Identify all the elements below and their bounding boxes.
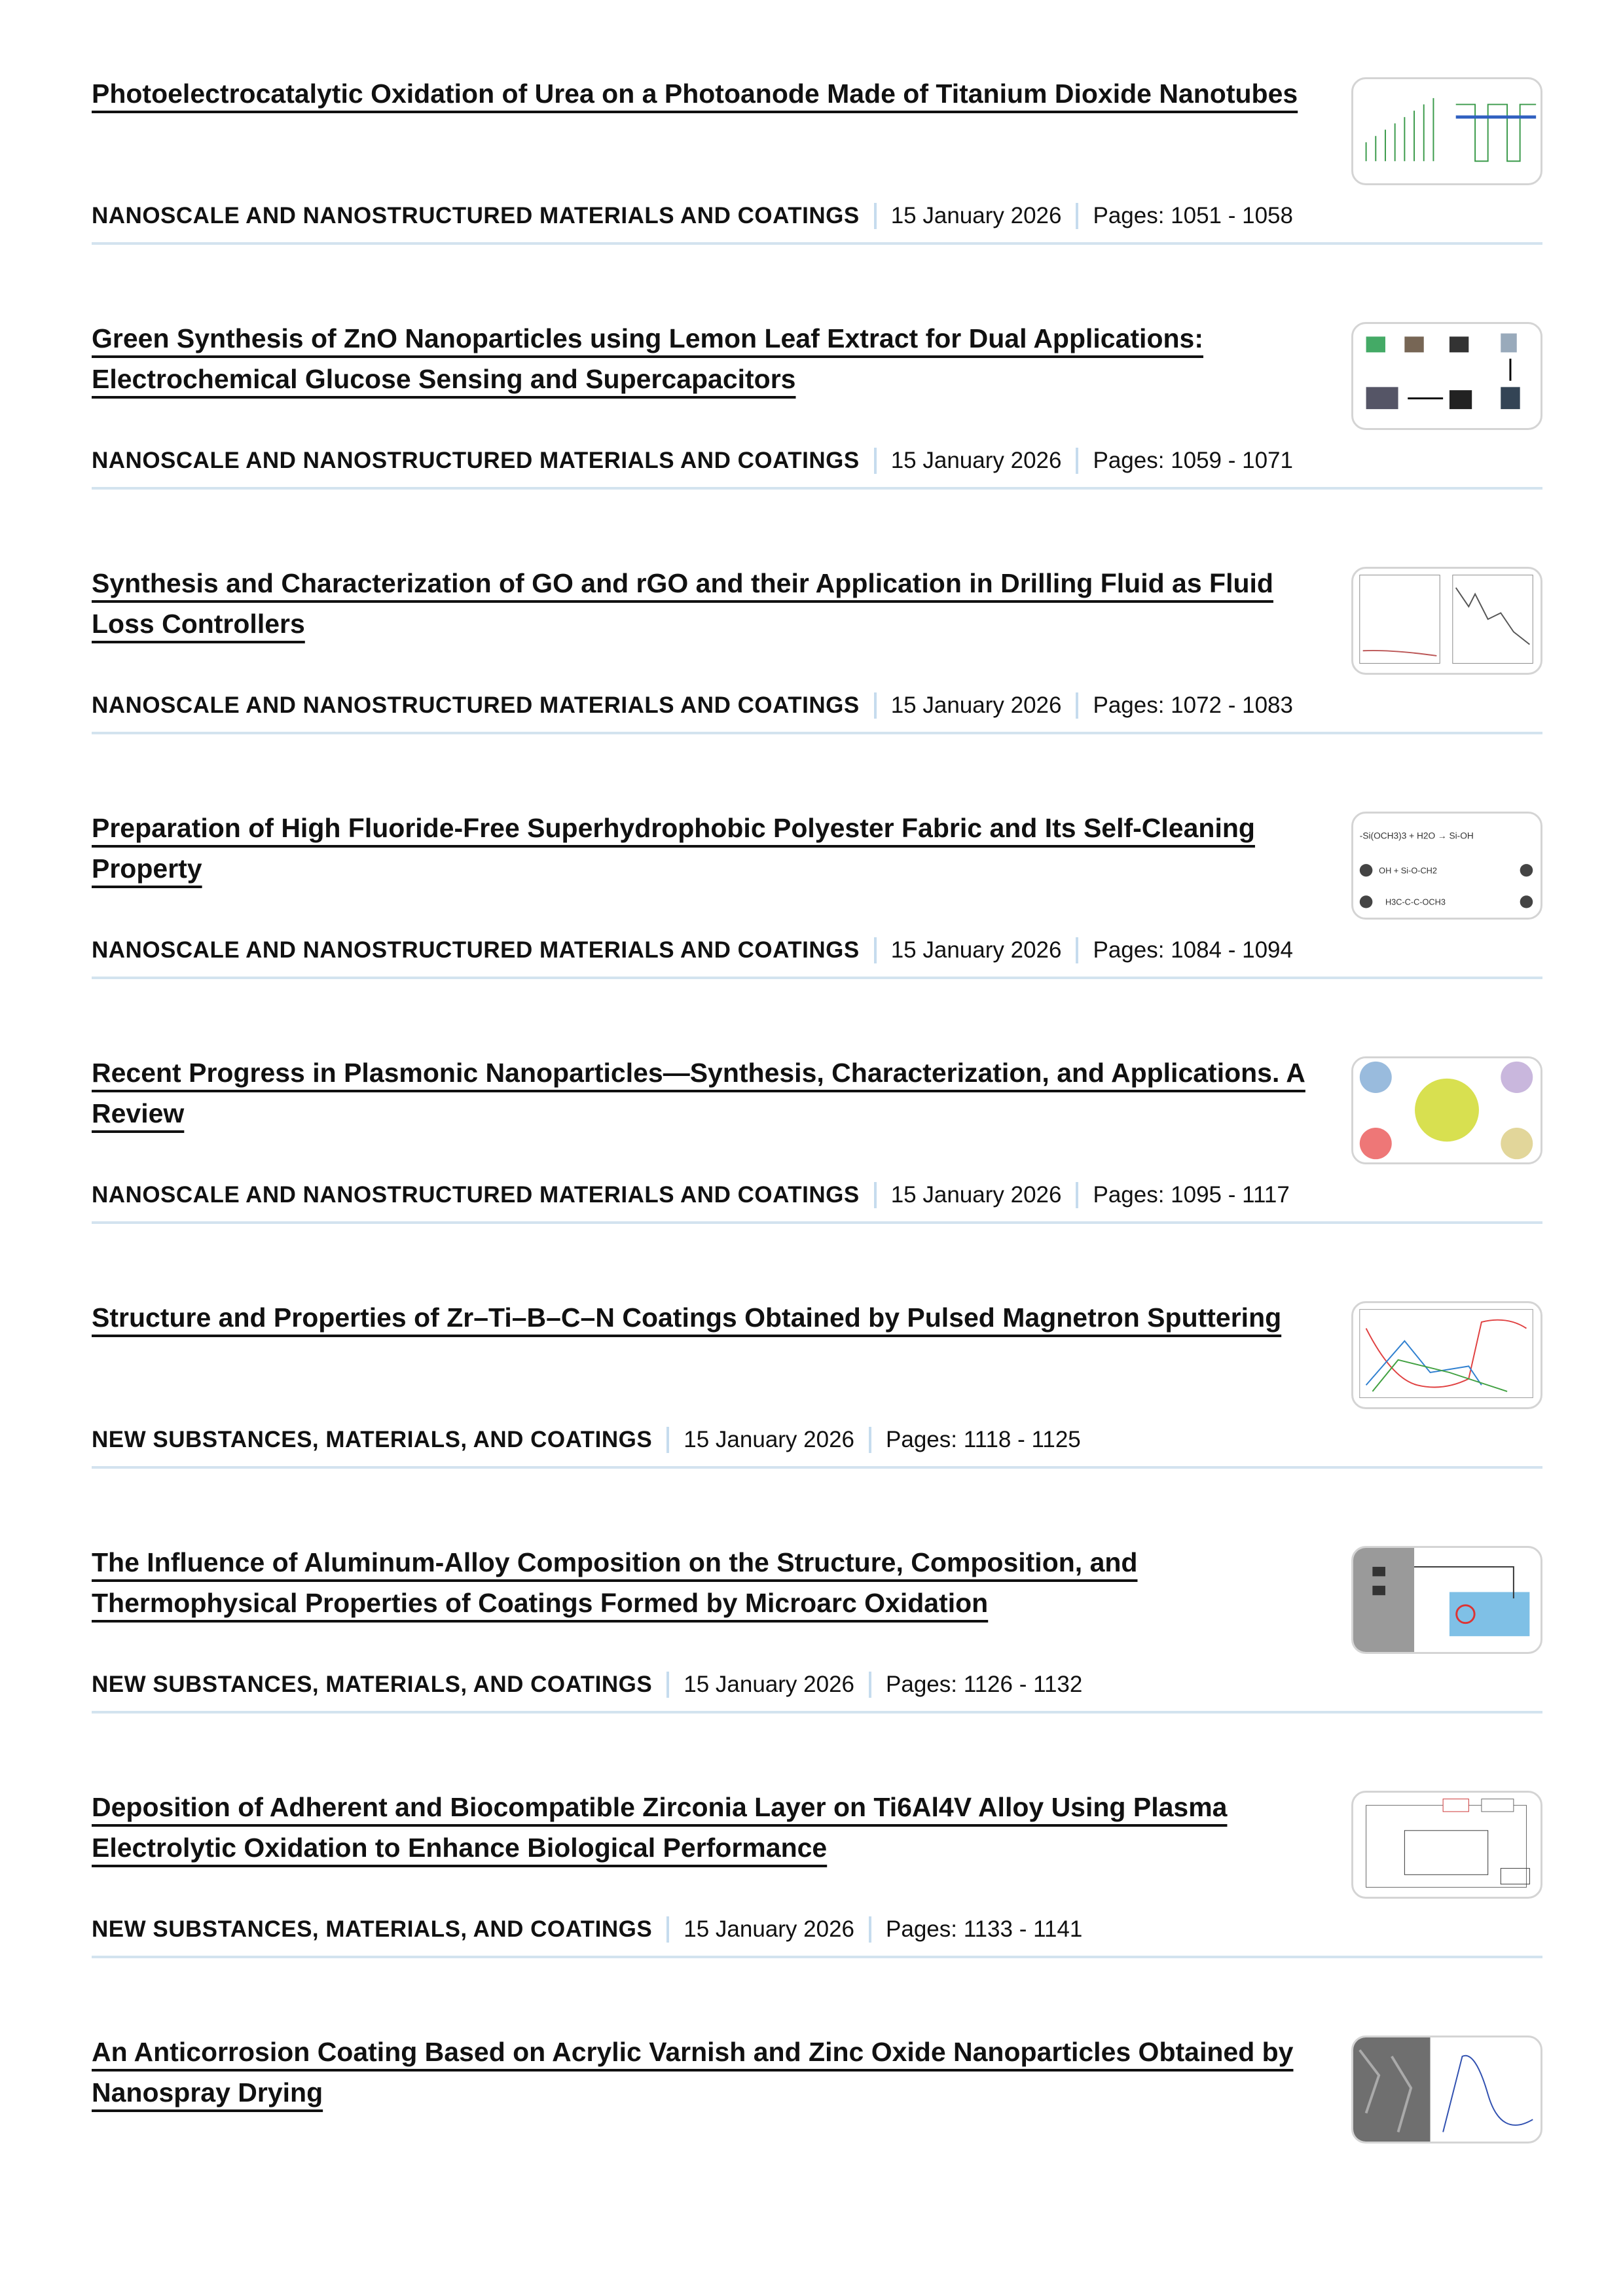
article-date: 15 January 2026 (684, 1672, 855, 1697)
meta-separator (874, 1182, 877, 1208)
article-title-link[interactable]: An Anticorrosion Coating Based on Acrylic Varnish and Zinc Oxide Nanoparticles Obtained by Nanospray Drying (92, 2037, 1294, 2108)
article-pages: Pages: 1118 - 1125 (886, 1427, 1081, 1452)
article-list (92, 0, 1542, 2203)
article-pages: Pages: 1133 - 1141 (886, 1916, 1083, 1942)
article-category: NANOSCALE AND NANOSTRUCTURED MATERIALS AND COATINGS (92, 203, 860, 228)
article-thumbnail-depth-profile-chart[interactable] (1351, 1301, 1542, 1409)
article-item (92, 1469, 1542, 1713)
article-title-link[interactable]: Structure and Properties of Zr–Ti–B–C–N Coatings Obtained by Pulsed Magnetron Sputtering (92, 1302, 1282, 1333)
meta-separator (1076, 692, 1078, 719)
article-meta (92, 1182, 1290, 1208)
meta-separator (666, 1916, 669, 1943)
article-title-link[interactable]: Recent Progress in Plasmonic Nanoparticles—Synthesis, Characterization, and Applications. A Review (92, 1058, 1305, 1128)
article-thumbnail-spectra-chart[interactable] (1351, 567, 1542, 675)
article-item (92, 490, 1542, 734)
article-meta (92, 1916, 1082, 1943)
article-date: 15 January 2026 (890, 448, 1062, 473)
article-date: 15 January 2026 (684, 1916, 855, 1942)
article-title (92, 73, 1309, 114)
article-date: 15 January 2026 (890, 692, 1062, 718)
article-category: NANOSCALE AND NANOSTRUCTURED MATERIALS AND COATINGS (92, 692, 860, 718)
article-meta (92, 1672, 1082, 1698)
meta-separator (869, 1672, 871, 1698)
article-title (92, 808, 1309, 889)
article-title (92, 318, 1309, 399)
article-title (92, 2032, 1309, 2113)
article-thumbnail-chemical-scheme[interactable] (1351, 812, 1542, 920)
article-pages: Pages: 1126 - 1132 (886, 1672, 1083, 1697)
article-item (92, 1224, 1542, 1469)
article-thumbnail-micrograph-chart[interactable] (1351, 2036, 1542, 2144)
article-meta (92, 937, 1293, 963)
article-date: 15 January 2026 (684, 1427, 855, 1452)
article-item (92, 0, 1542, 245)
article-category: NANOSCALE AND NANOSTRUCTURED MATERIALS AND COATINGS (92, 937, 860, 963)
article-item (92, 1958, 1542, 2203)
article-pages: Pages: 1084 - 1094 (1093, 937, 1293, 963)
article-title (92, 1787, 1309, 1868)
article-meta (92, 692, 1293, 719)
article-pages: Pages: 1095 - 1117 (1093, 1182, 1290, 1208)
article-date: 15 January 2026 (890, 937, 1062, 963)
article-title (92, 1542, 1309, 1623)
article-meta (92, 448, 1293, 474)
svg-text:-Si(OCH3)3 + H2O → Si-OH: -Si(OCH3)3 + H2O → Si-OH (1359, 831, 1474, 841)
article-item (92, 245, 1542, 490)
article-category: NEW SUBSTANCES, MATERIALS, AND COATINGS (92, 1916, 653, 1942)
article-title (92, 563, 1309, 644)
article-title-link[interactable]: Synthesis and Characterization of GO and rGO and their Application in Drilling Fluid as Fluid Loss Controllers (92, 568, 1273, 639)
article-thumbnail-process-diagram[interactable] (1351, 322, 1542, 430)
article-date: 15 January 2026 (890, 203, 1062, 228)
meta-separator (666, 1427, 669, 1453)
meta-separator (1076, 203, 1078, 229)
article-item (92, 734, 1542, 979)
article-title (92, 1297, 1309, 1338)
article-title (92, 1052, 1309, 1134)
article-item (92, 1713, 1542, 1958)
article-date: 15 January 2026 (890, 1182, 1062, 1208)
article-pages: Pages: 1072 - 1083 (1093, 692, 1293, 718)
meta-separator (874, 937, 877, 963)
article-thumbnail-line-chart-green[interactable] (1351, 77, 1542, 185)
article-category: NEW SUBSTANCES, MATERIALS, AND COATINGS (92, 1427, 653, 1452)
article-pages: Pages: 1051 - 1058 (1093, 203, 1293, 228)
article-pages: Pages: 1059 - 1071 (1093, 448, 1293, 473)
article-title-link[interactable]: Photoelectrocatalytic Oxidation of Urea on a Photoanode Made of Titanium Dioxide Nanotubes (92, 79, 1298, 109)
meta-separator (869, 1427, 871, 1453)
meta-separator (874, 692, 877, 719)
article-thumbnail-mind-map[interactable] (1351, 1056, 1542, 1164)
article-category: NANOSCALE AND NANOSTRUCTURED MATERIALS AND COATINGS (92, 448, 860, 473)
meta-separator (1076, 937, 1078, 963)
svg-text:H3C-C-C-OCH3: H3C-C-C-OCH3 (1385, 897, 1446, 907)
meta-separator (874, 203, 877, 229)
article-category: NANOSCALE AND NANOSTRUCTURED MATERIALS AND COATINGS (92, 1182, 860, 1208)
article-thumbnail-apparatus-photo[interactable] (1351, 1546, 1542, 1654)
meta-separator (869, 1916, 871, 1943)
article-title-link[interactable]: The Influence of Aluminum-Alloy Composition on the Structure, Composition, and Thermophysical Properties of Coatings Formed by Microarc Oxidation (92, 1547, 1138, 1618)
svg-text:OH + Si-O-CH2: OH + Si-O-CH2 (1379, 866, 1437, 876)
meta-separator (1076, 1182, 1078, 1208)
article-meta (92, 203, 1293, 229)
article-title-link[interactable]: Preparation of High Fluoride-Free Superhydrophobic Polyester Fabric and Its Self-Cleaning Property (92, 813, 1255, 884)
article-item (92, 979, 1542, 1224)
meta-separator (874, 448, 877, 474)
article-meta (92, 1427, 1081, 1453)
meta-separator (666, 1672, 669, 1698)
meta-separator (1076, 448, 1078, 474)
article-title-link[interactable]: Deposition of Adherent and Biocompatible Zirconia Layer on Ti6Al4V Alloy Using Plasma Electrolytic Oxidation to Enhance Biological Performance (92, 1792, 1228, 1863)
article-thumbnail-circuit-diagram[interactable] (1351, 1791, 1542, 1899)
article-category: NEW SUBSTANCES, MATERIALS, AND COATINGS (92, 1672, 653, 1697)
article-title-link[interactable]: Green Synthesis of ZnO Nanoparticles using Lemon Leaf Extract for Dual Applications: Electrochemical Glucose Sensing and Supercapacitors (92, 323, 1203, 394)
